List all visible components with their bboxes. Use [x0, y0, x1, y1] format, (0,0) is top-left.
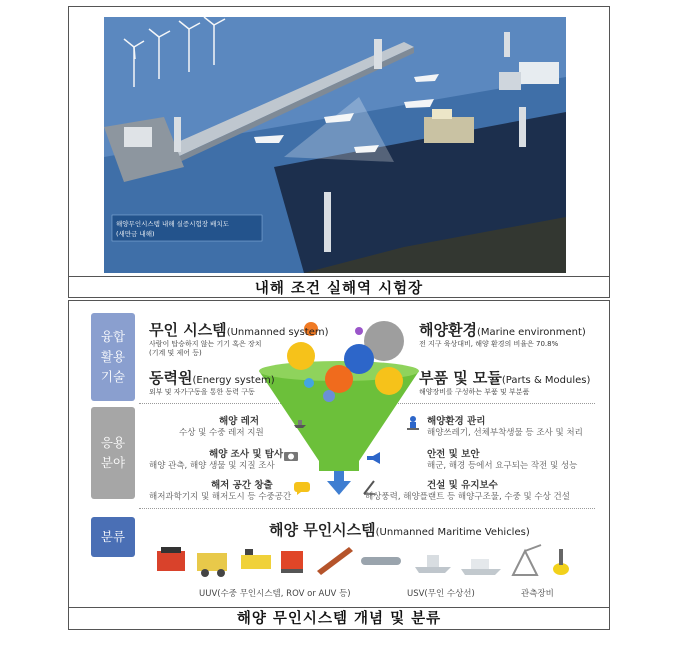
jetski-icon [293, 415, 307, 429]
unmanned-title-text: 무인 시스템 [149, 321, 227, 339]
unmanned-system-title [149, 319, 329, 340]
energy-title-en: (Energy system) [192, 375, 275, 386]
survey-title: 해양 조사 및 탐사 [209, 449, 284, 460]
env-mgmt-desc: 해양쓰레기, 선체부착생물 등 조사 및 처리 [427, 428, 583, 438]
diver-icon [405, 415, 421, 431]
space-desc: 해저과학기지 및 해저도시 등 수중공간 [149, 492, 292, 502]
marine-env-title-text: 해양환경 [419, 321, 477, 339]
megaphone-icon [365, 451, 383, 465]
security-desc: 해군, 해경 등에서 요구되는 작전 및 성능 [427, 461, 578, 471]
parts-title-en: (Parts & Modules) [501, 375, 591, 386]
leisure-title: 해양 레저 [219, 416, 260, 427]
umv-title [269, 519, 530, 540]
site-sign-line2: (새만금 내해) [116, 230, 155, 238]
section-application-label: 응용 분야 [100, 435, 126, 470]
section-classification [91, 517, 135, 557]
construction-icon [361, 479, 377, 495]
observation-images [513, 545, 569, 575]
unmanned-desc: 사람이 탑승하지 않는 기기 혹은 장치 [149, 340, 262, 348]
parts-title [419, 367, 590, 388]
parts-desc: 해양장비를 구성하는 부품 및 부분품 [419, 388, 530, 396]
energy-desc: 외부 및 자가구동을 통한 동력 구동 [149, 388, 255, 396]
marine-env-desc: 전 지구 육상대비, 해양 환경의 비율은 70.8% [419, 340, 559, 348]
section-classification-label: 분류 [100, 529, 126, 544]
vehicle-images [149, 541, 589, 583]
section-fusion-tech [91, 313, 135, 401]
observation-label: 관측장비 [521, 589, 554, 599]
test-site-panel [68, 6, 610, 298]
leisure-desc: 수상 및 수중 레저 지원 [179, 428, 264, 438]
section-fusion-label: 융합 활용 기술 [100, 329, 126, 384]
usv-images [415, 555, 501, 575]
parts-title-text: 부품 및 모듈 [419, 369, 502, 387]
test-site-caption: 내해 조건 실해역 시험장 [69, 276, 609, 299]
survey-desc: 해양 관측, 해양 생물 및 지질 조사 [149, 461, 275, 471]
construction-desc: 해상풍력, 해양플랜트 등 해양구조물, 수중 및 수상 건설 [365, 492, 570, 502]
unmanned-title-en: (Unmanned system) [226, 327, 329, 338]
test-site-illustration [104, 17, 566, 273]
env-mgmt-title: 해양환경 관리 [427, 416, 486, 427]
uuv-label: UUV(수중 무인시스템, ROV or AUV 등) [199, 589, 351, 599]
umv-title-text: 해양 무인시스템 [269, 521, 376, 539]
umv-title-en: (Unmanned Maritime Vehicles) [375, 527, 530, 538]
camera-icon [283, 449, 299, 462]
uuv-images [157, 547, 401, 577]
chat-icon [293, 481, 311, 495]
unmanned-desc-note: (기계 및 제어 등) [149, 349, 202, 357]
site-sign-line1: 해양무인시스템 내해 실증시험장 배치도 [116, 220, 229, 228]
usv-label: USV(무인 수상선) [407, 589, 475, 599]
space-title: 해저 공간 창출 [211, 480, 273, 491]
test-site-map [104, 17, 566, 273]
construction-title: 건설 및 유지보수 [427, 480, 498, 491]
concept-panel [68, 300, 610, 630]
concept-caption: 해양 무인시스템 개념 및 분류 [69, 607, 609, 630]
security-title: 안전 및 보안 [427, 449, 480, 460]
divider [139, 508, 595, 509]
energy-title-text: 동력원 [149, 369, 193, 387]
section-application [91, 407, 135, 499]
marine-env-title [419, 319, 586, 340]
marine-env-title-en: (Marine environment) [476, 327, 586, 338]
energy-title [149, 367, 275, 388]
